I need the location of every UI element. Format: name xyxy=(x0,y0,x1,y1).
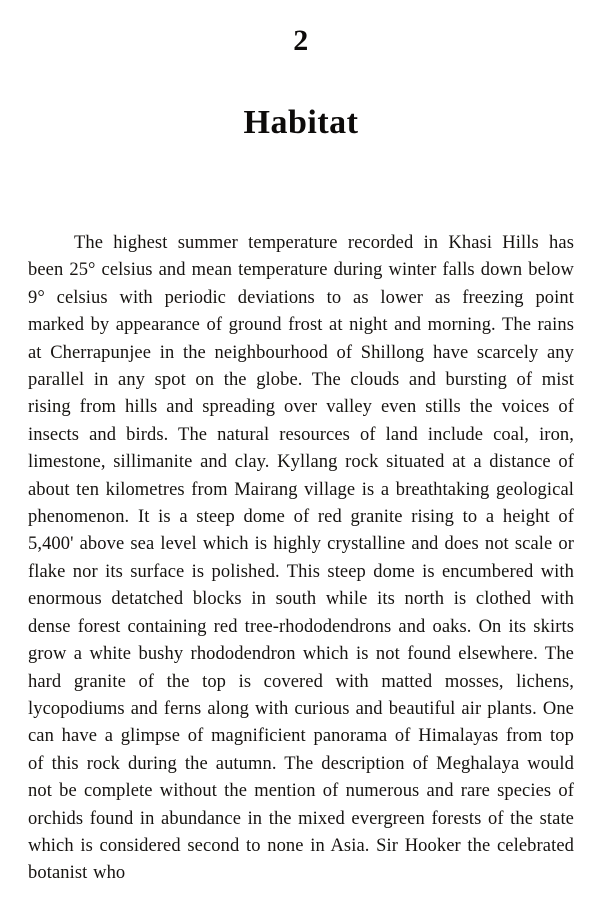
chapter-title: Habitat xyxy=(243,104,359,141)
chapter-number: 2 xyxy=(293,24,309,57)
body-paragraph: The highest summer temperature recorded in Khasi Hills has been 25° celsius and mean temperature during winter falls down below 9° celsius with periodic deviations to as lower as freezing point marked by appearance of ground frost at night and morning. The rains at Cherrapunjee in the neighbourhood of Shillong have scarcely any parallel in any spot on the globe. The clouds and bursting of mist rising from hills and spreading over valley even stills the voices of insects and birds. The natural resources of land include coal, iron, limestone, sillimanite and clay. Kyllang rock situated at a distance of about ten kilometres from Mairang village is a breathtaking geological phenomenon. It is a steep dome of red granite rising to a height of 5,400' above sea level which is highly crystalline and does not scale or flake nor its surface is polished. This steep dome is encumbered with enormous detatched blocks in south while its north is clothed with dense forest containing red tree-rhododendrons and oaks. On its skirts grow a white bushy rhododendron which is not found elsewhere. The hard granite of the top is covered with matted mosses, lichens, lycopodiums and ferns along with curious and beautiful air plants. One can have a glimpse of magnificient panorama of Himalayas from top of this rock during the autumn. The description of Meghalaya would not be complete without the mention of numerous and rare species of orchids found in abundance in the mixed evergreen forests of the state which is considered second to none in Asia. Sir Hooker the celebrated botanist who xyxy=(28,233,574,884)
